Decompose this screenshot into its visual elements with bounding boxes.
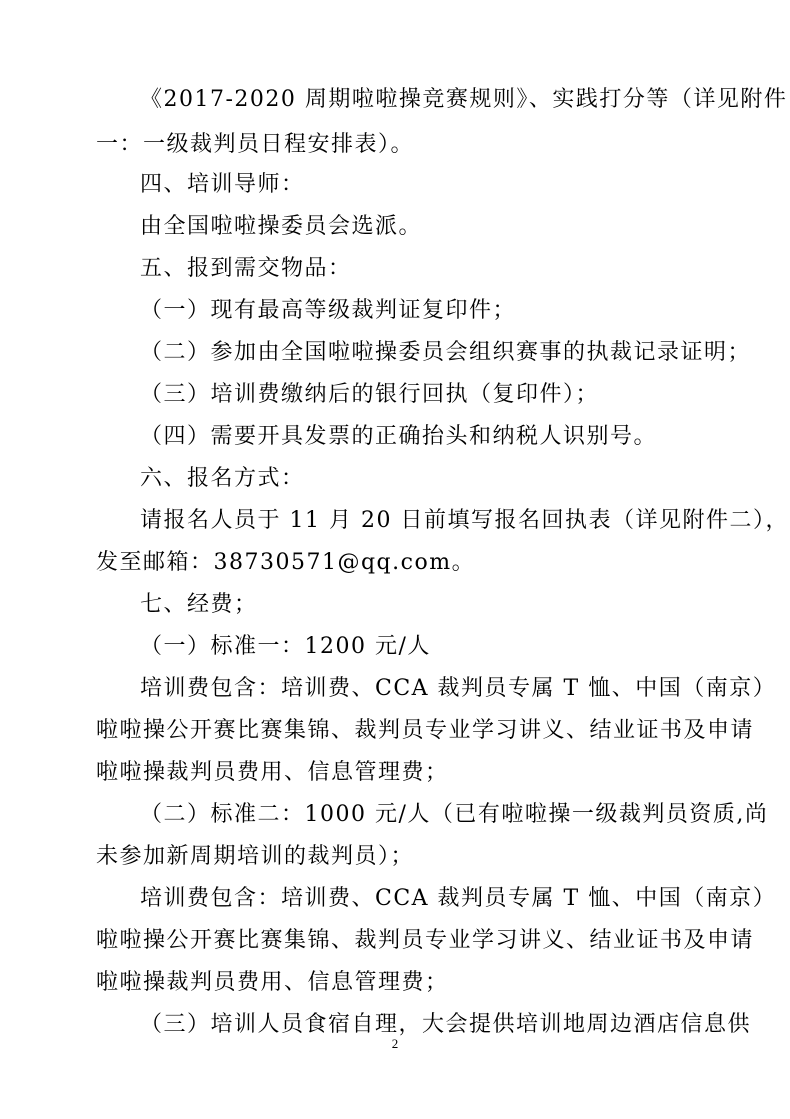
list-item: （一）标准一：1200 元/人 xyxy=(140,634,431,659)
text-line: 啦啦操公开赛比赛集锦、裁判员专业学习讲义、结业证书及申请 xyxy=(96,928,755,953)
text-line: 培训费包含：培训费、CCA 裁判员专属 T 恤、中国（南京） xyxy=(140,676,777,701)
list-item: （二）参加由全国啦啦操委员会组织赛事的执裁记录证明； xyxy=(140,340,752,365)
list-item: （三）培训费缴纳后的银行回执（复印件）； xyxy=(140,382,600,407)
section-heading: 七、经费； xyxy=(140,592,258,617)
text-line: 未参加新周期培训的裁判员）； xyxy=(96,844,415,869)
text-line: 请报名人员于 11 月 20 日前填写报名回执表（详见附件二）， xyxy=(140,508,789,533)
list-item: （二）标准二：1000 元/人（已有啦啦操一级裁判员资质,尚 xyxy=(140,802,769,827)
list-item: （四）需要开具发票的正确抬头和纳税人识别号。 xyxy=(140,424,658,449)
page-number: 2 xyxy=(391,1036,399,1051)
text-line: 啦啦操公开赛比赛集锦、裁判员专业学习讲义、结业证书及申请 xyxy=(96,718,755,743)
section-heading: 六、报名方式： xyxy=(140,466,305,491)
section-heading: 四、培训导师： xyxy=(140,172,305,197)
text-line: 培训费包含：培训费、CCA 裁判员专属 T 恤、中国（南京） xyxy=(140,886,777,911)
text-line: 一：一级裁判员日程安排表）。 xyxy=(96,132,415,157)
text-line: 啦啦操裁判员费用、信息管理费； xyxy=(96,760,449,785)
list-item: （三）培训人员食宿自理，大会提供培训地周边酒店信息供 xyxy=(140,1012,752,1037)
list-item: （一）现有最高等级裁判证复印件； xyxy=(140,298,517,323)
text-line: 啦啦操裁判员费用、信息管理费； xyxy=(96,970,449,995)
email-line: 发至邮箱：38730571@qq.com。 xyxy=(96,550,476,575)
text-line: 由全国啦啦操委员会选派。 xyxy=(140,214,423,239)
text-line: 《2017-2020 周期啦啦操竞赛规则》、实践打分等（详见附件 xyxy=(140,87,788,112)
section-heading: 五、报到需交物品： xyxy=(140,256,352,281)
